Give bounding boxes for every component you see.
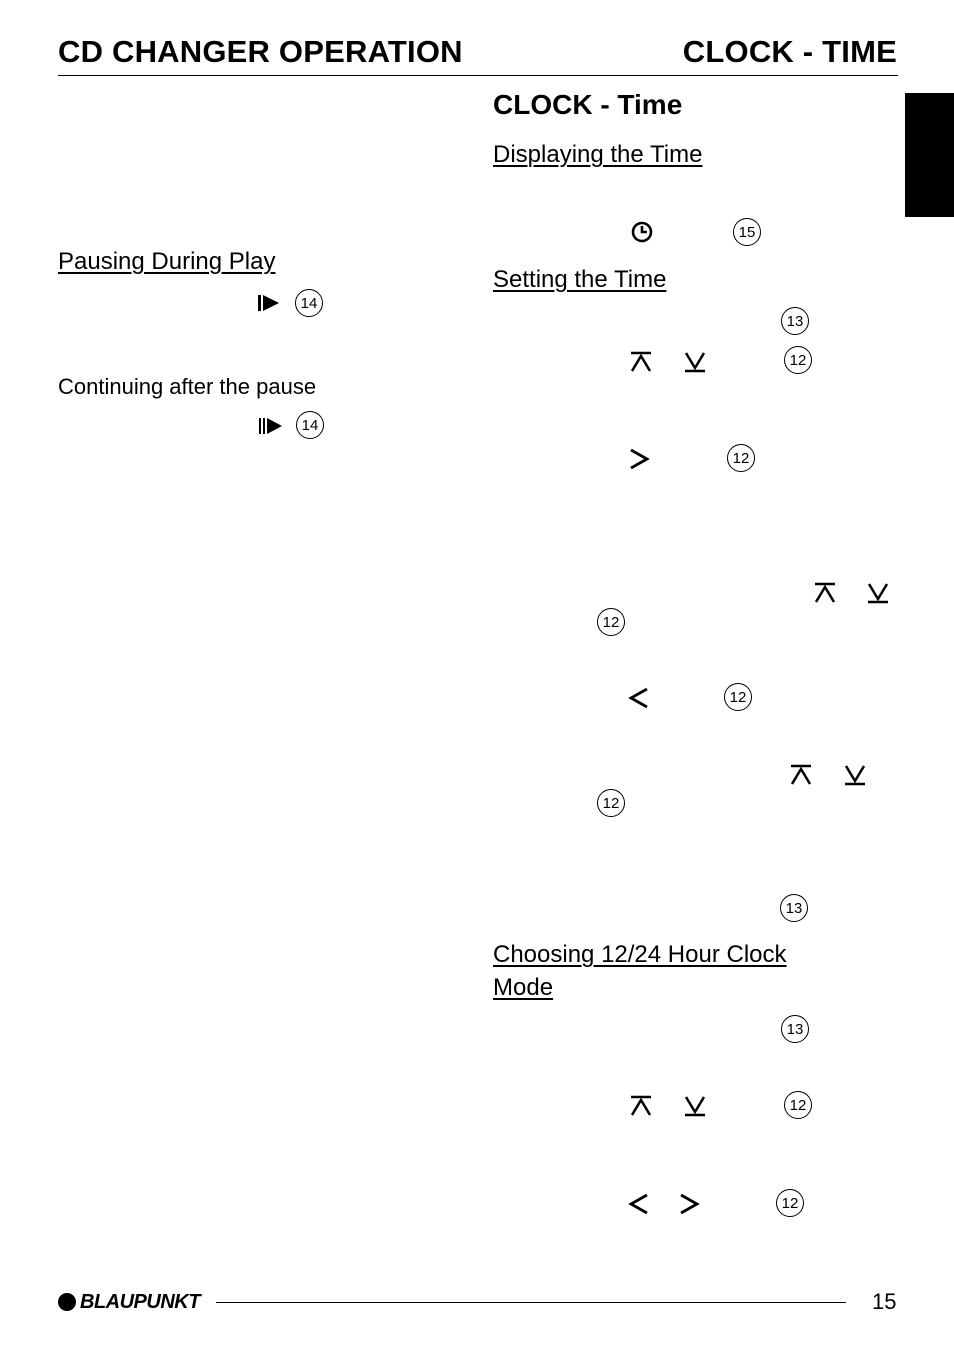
right-arrow-icon	[627, 447, 651, 471]
clock-icon	[630, 220, 654, 244]
key-12-badge: 12	[597, 608, 625, 636]
key-13-badge: 13	[781, 307, 809, 335]
key-12-badge: 12	[724, 683, 752, 711]
left-arrow-icon	[627, 686, 651, 710]
key-14-badge: 14	[295, 289, 323, 317]
up-arrow-icon	[629, 1094, 653, 1118]
pause-play-icon	[257, 291, 281, 315]
right-arrow-icon	[677, 1192, 701, 1216]
pause-play-icon	[258, 414, 282, 438]
key-12-badge: 12	[776, 1189, 804, 1217]
header-left-title: CD CHANGER OPERATION	[58, 34, 463, 69]
key-12-badge: 12	[784, 346, 812, 374]
down-arrow-icon	[683, 1094, 707, 1118]
display-heading: Displaying the Time	[493, 141, 703, 168]
key-12-badge: 12	[784, 1091, 812, 1119]
down-arrow-icon	[683, 350, 707, 374]
key-12-badge: 12	[597, 789, 625, 817]
footer-rule	[216, 1302, 846, 1303]
header-rule	[58, 75, 898, 76]
mode-heading-line1: Choosing 12/24 Hour Clock	[493, 941, 787, 968]
pausing-heading: Pausing During Play	[58, 248, 276, 275]
key-14-badge: 14	[296, 411, 324, 439]
page-number: 15	[872, 1289, 897, 1314]
language-tab-marker	[905, 93, 954, 217]
up-arrow-icon	[813, 581, 837, 605]
up-arrow-icon	[789, 763, 813, 787]
brand-name: BLAUPUNKT	[80, 1290, 200, 1313]
key-13-badge: 13	[781, 1015, 809, 1043]
key-15-badge: 15	[733, 218, 761, 246]
key-12-badge: 12	[727, 444, 755, 472]
left-arrow-icon	[627, 1192, 651, 1216]
key-13-badge: 13	[780, 894, 808, 922]
mode-heading-line2: Mode	[493, 974, 554, 1001]
up-arrow-icon	[629, 350, 653, 374]
section-title: CLOCK - Time	[493, 89, 683, 120]
brand-logo	[58, 1290, 200, 1314]
setting-heading: Setting the Time	[493, 266, 667, 293]
down-arrow-icon	[843, 763, 867, 787]
down-arrow-icon	[866, 581, 890, 605]
header-right-title: CLOCK - TIME	[682, 34, 897, 69]
logo-dot-icon	[58, 1293, 76, 1311]
continue-heading: Continuing after the pause	[58, 374, 317, 399]
